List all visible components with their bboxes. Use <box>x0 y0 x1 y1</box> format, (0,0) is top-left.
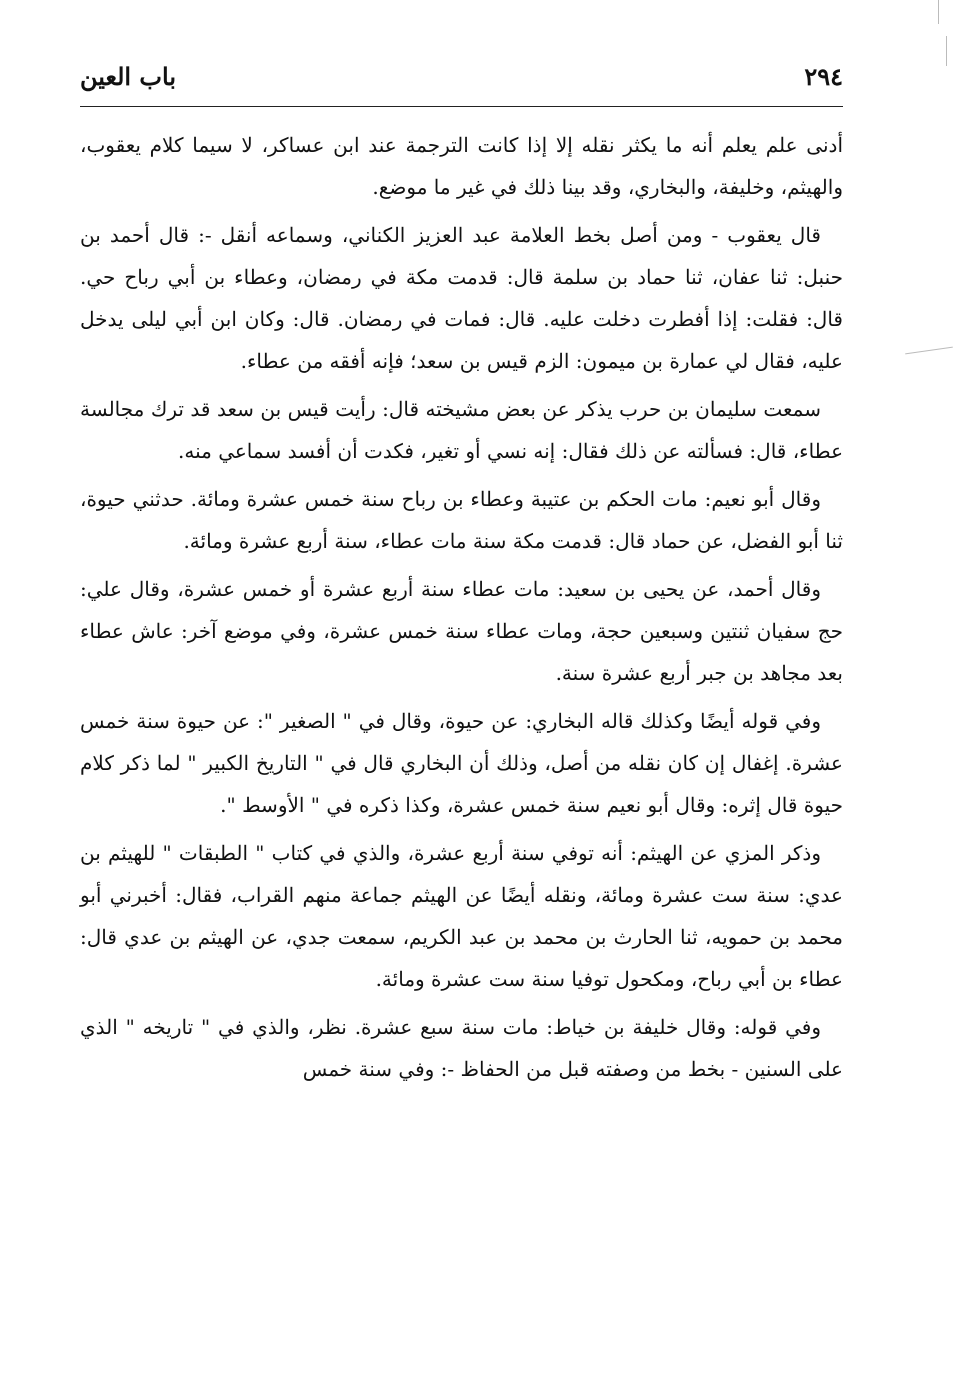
paragraph: وفي قوله: وقال خليفة بن خياط: مات سنة سبع عشرة. نظر، والذي في " تاريخه " الذي على السنين - بخط من وصفته قبل من الحفاظ -: وفي سنة خمس <box>80 1015 843 1081</box>
page-body <box>80 124 843 1096</box>
running-header <box>80 60 843 104</box>
margin-pencil-mark <box>938 0 939 24</box>
paragraph: وقال أحمد، عن يحيى بن سعيد: مات عطاء سنة أربع عشرة أو خمس عشرة، وقال علي: حج سفيان ثنتين وسبعين حجة، ومات عطاء سنة خمس عشرة، وفي موضع آخر: عاش عطاء بعد مجاهد بن جبر أربع عشرة سنة. <box>80 577 843 685</box>
margin-pencil-mark <box>946 36 947 66</box>
header-divider <box>80 106 843 107</box>
paragraph: قال يعقوب - ومن أصل بخط العلامة عبد العزيز الكناني، وسماعه أنقل -: قال أحمد بن حنبل: ثنا عفان، ثنا حماد بن سلمة قال: قدمت مكة في رمضان، وعطاء بن أبي رباح حي. قال: فقلت: إذا أفطرت دخلت عليه. قال: فمات في رمضان. قال: وكان ابن أبي ليلى يدخل عليه، فقال لي عمارة بن ميمون: الزم قيس بن سعد؛ فإنه أفقه من عطاء. <box>80 223 843 373</box>
paragraph: وذكر المزي عن الهيثم: أنه توفي سنة أربع عشرة، والذي في كتاب " الطبقات " للهيثم بن عدي: سنة ست عشرة ومائة، ونقله أيضًا عن الهيثم جماعة منهم القراب، فقال: أخبرني أبو محمد بن حمويه، ثنا الحارث بن محمد بن عبد الكريم، سمعت جدي، عن الهيثم بن عدي قال: عطاء بن أبي رباح، ومكحول توفيا سنة ست عشرة ومائة. <box>80 841 843 991</box>
page-number: ٢٩٤ <box>804 62 843 91</box>
paragraph: وفي قوله أيضًا وكذلك قاله البخاري: عن حيوة، وقال في " الصغير ": عن حيوة سنة خمس عشرة. إغفال إن كان نقله من أصل، وذلك أن البخاري قال في " التاريخ الكبير " لما ذكر كلام حيوة قال إثره: وقال أبو نعيم سنة خمس عشرة، وكذا ذكره في " الأوسط ". <box>80 709 843 817</box>
paragraph: سمعت سليمان بن حرب يذكر عن بعض مشيخته قال: رأيت قيس بن سعد قد ترك مجالسة عطاء، قال: فسألته عن ذلك فقال: إنه نسي أو تغير، فكدت أن أفسد سماعي منه. <box>80 397 843 463</box>
chapter-title: باب العين <box>80 62 177 91</box>
paragraph: أدنى علم يعلم أنه ما يكثر نقله إلا إذا كانت الترجمة عند ابن عساكر، لا سيما كلام يعقوب، والهيثم، وخليفة، والبخاري، وقد بينا ذلك في غير ما موضع. <box>80 133 844 199</box>
paragraph: وقال أبو نعيم: مات الحكم بن عتيبة وعطاء بن رباح سنة خمس عشرة ومائة. حدثني حيوة، ثنا أبو الفضل، عن حماد قال: قدمت مكة سنة مات عطاء، سنة أربع عشرة ومائة. <box>80 487 843 553</box>
margin-pencil-mark <box>905 347 953 355</box>
